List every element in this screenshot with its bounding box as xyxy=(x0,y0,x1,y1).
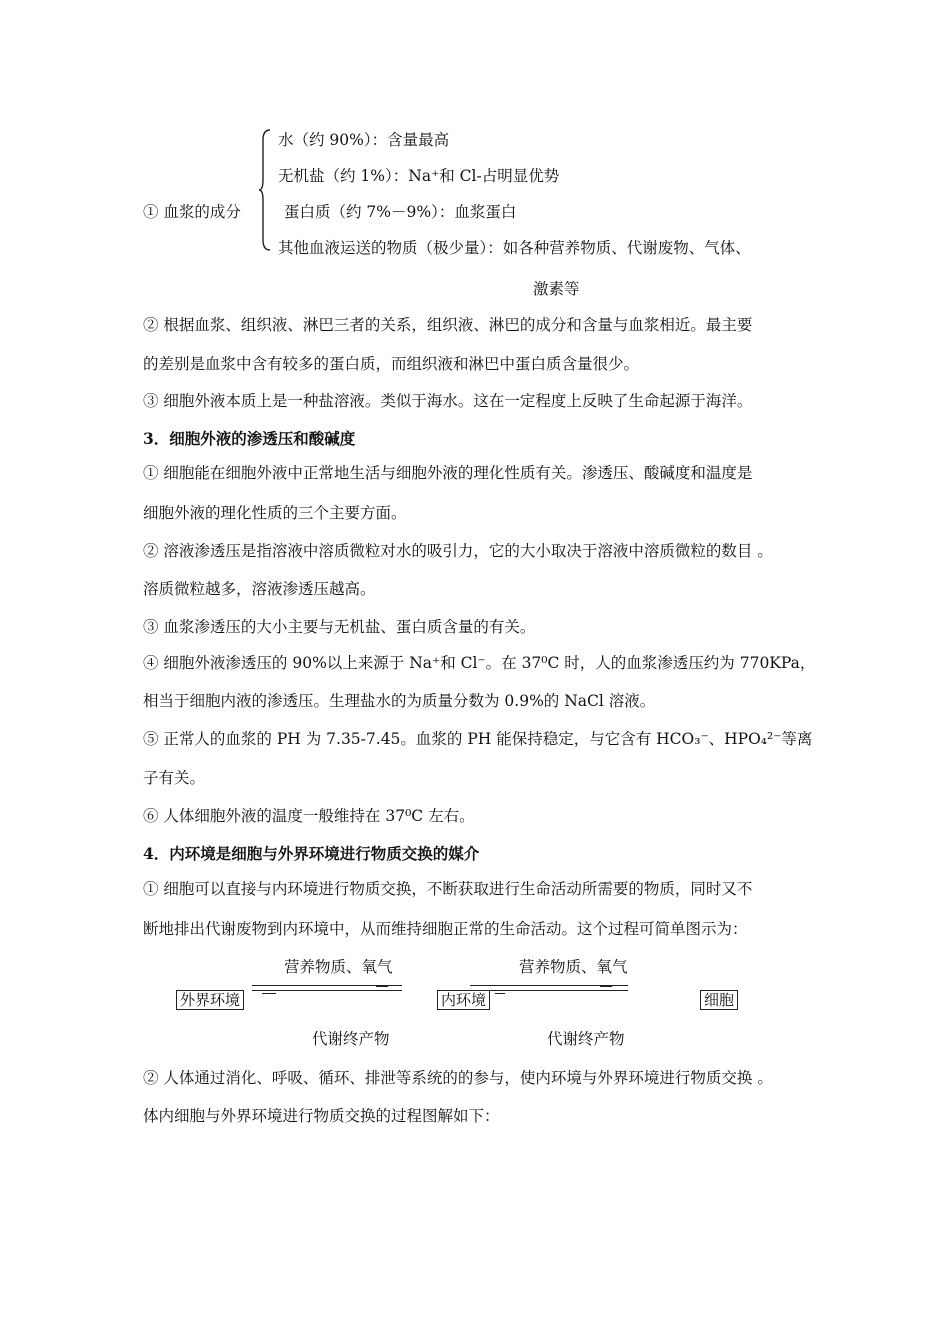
plasma-item-other: 其他血液运送的物质（极少量）：如各种营养物质、代谢废物、气体、 xyxy=(278,239,751,257)
section4-heading: 4．内环境是细胞与外界环境进行物质交换的媒介 xyxy=(143,844,480,863)
section3-p5-line1: ⑤ 正常人的血浆的 PH 为 7.35-7.45。血浆的 PH 能保持稳定，与它含有 HCO₃⁻、HPO₄²⁻等离 xyxy=(143,730,813,748)
plasma-item-protein: 蛋白质（约 7%－9%）：血浆蛋白 xyxy=(284,203,517,221)
para2-line1: ② 根据血浆、组织液、淋巴三者的关系，组织液、淋巴的成分和含量与血浆相近。最主要 xyxy=(143,316,753,334)
diagram-bottom-label-2: 代谢终产物 xyxy=(547,1030,625,1048)
section3-heading: 3．细胞外液的渗透压和酸碱度 xyxy=(143,429,356,448)
diagram-arrow-line-2b xyxy=(470,990,628,991)
section3-p4-line1: ④ 细胞外液渗透压的 90%以上来源于 Na⁺和 Cl⁻。在 37⁰C 时，人的血浆渗透压约为 770KPa， xyxy=(143,654,816,672)
plasma-item-water: 水（约 90%）：含量最高 xyxy=(278,131,450,149)
section4-p1-line2: 断地排出代谢废物到内环境中，从而维持细胞正常的生命活动。这个过程可简单图示为： xyxy=(143,920,748,938)
section3-p1-line2: 细胞外液的理化性质的三个主要方面。 xyxy=(143,504,407,522)
section3-p3: ③ 血浆渗透压的大小主要与无机盐、蛋白质含量的有关。 xyxy=(143,618,536,636)
section3-p4-line2: 相当于细胞内液的渗透压。生理盐水的为质量分数为 0.9%的 NaCl 溶液。 xyxy=(143,692,656,710)
diagram-top-label-2: 营养物质、氧气 xyxy=(519,958,628,976)
section3-p6: ⑥ 人体细胞外液的温度一般维持在 37⁰C 左右。 xyxy=(143,807,475,825)
curly-brace-icon xyxy=(258,128,272,252)
section3-p5-line2: 子有关。 xyxy=(143,769,206,787)
diagram-top-label-1: 营养物质、氧气 xyxy=(284,958,393,976)
section3-p2-line1: ② 溶液渗透压是指溶液中溶质微粒对水的吸引力，它的大小取决于溶液中溶质微粒的数目 。 xyxy=(143,542,773,560)
diagram-bottom-label-1: 代谢终产物 xyxy=(312,1030,390,1048)
diagram-box-cell: 细胞 xyxy=(700,990,738,1010)
section4-p2-line1: ② 人体通过消化、呼吸、循环、排泄等系统的的参与，使内环境与外界环境进行物质交换 。 xyxy=(143,1069,773,1087)
section4-p2-line2: 体内细胞与外界环境进行物质交换的过程图解如下： xyxy=(143,1107,500,1125)
para3: ③ 细胞外液本质上是一种盐溶液。类似于海水。这在一定程度上反映了生命起源于海洋。 xyxy=(143,392,753,410)
section3-p2-line2: 溶质微粒越多，溶液渗透压越高。 xyxy=(143,580,376,598)
para2-line2: 的差别是血浆中含有较多的蛋白质，而组织液和淋巴中蛋白质含量很少。 xyxy=(143,355,640,373)
diagram-arrow-head-1b xyxy=(376,986,388,987)
diagram-arrow-head-1a xyxy=(262,993,276,994)
section3-p1-line1: ① 细胞能在细胞外液中正常地生活与细胞外液的理化性质有关。渗透压、酸碱度和温度是 xyxy=(143,464,753,482)
section4-p1-line1: ① 细胞可以直接与内环境进行物质交换，不断获取进行生命活动所需要的物质，同时又不 xyxy=(143,880,753,898)
diagram-arrow-head-2b xyxy=(600,986,612,987)
diagram-arrow-head-2a xyxy=(495,993,505,994)
plasma-item-continuation: 激素等 xyxy=(533,280,580,298)
plasma-label: ① 血浆的成分 xyxy=(143,203,241,221)
plasma-item-salt: 无机盐（约 1%）：Na⁺和 Cl-占明显优势 xyxy=(278,167,560,185)
diagram-arrow-line-1b xyxy=(252,990,402,991)
diagram-box-internal-environment: 内环境 xyxy=(437,990,490,1010)
diagram-box-external-environment: 外界环境 xyxy=(176,990,244,1010)
